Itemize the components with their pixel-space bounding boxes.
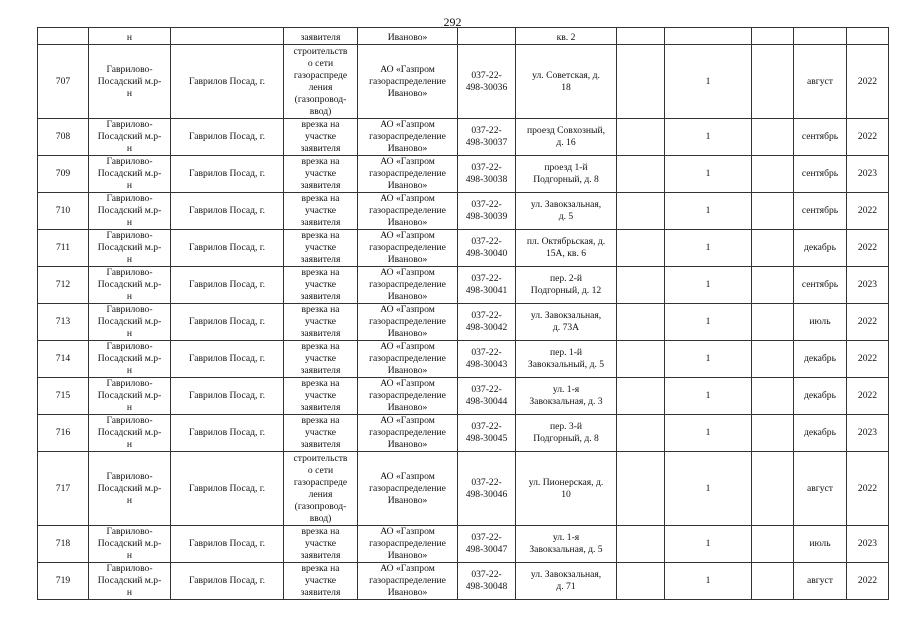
cell-request-code: 037-22- 498-30038 xyxy=(458,156,516,193)
cell-num: 715 xyxy=(38,378,89,415)
cell-num: 709 xyxy=(38,156,89,193)
cell-month: декабрь xyxy=(794,341,847,378)
registry-table xyxy=(37,27,889,600)
cell-year: 2022 xyxy=(847,45,889,119)
registry-table-wrapper xyxy=(37,27,889,600)
cell-district: Гаврилово- Посадский м.р- н xyxy=(89,45,171,119)
cell-settlement: Гаврилов Посад, г. xyxy=(171,230,284,267)
cell-num: 717 xyxy=(38,452,89,526)
cell-empty-8 xyxy=(617,267,665,304)
cell-quantity: 1 xyxy=(665,378,752,415)
cell-month: сентябрь xyxy=(794,193,847,230)
cell-empty-8 xyxy=(617,378,665,415)
cell-year: 2023 xyxy=(847,267,889,304)
table-row xyxy=(38,452,889,526)
cell-num: 718 xyxy=(38,526,89,563)
cell-address: кв. 2 xyxy=(516,28,617,45)
cell-district: Гаврилово- Посадский м.р- н xyxy=(89,415,171,452)
cell-request-code: 037-22- 498-30045 xyxy=(458,415,516,452)
cell-settlement: Гаврилов Посад, г. xyxy=(171,526,284,563)
cell-organization: АО «Газпром газораспределение Иваново» xyxy=(358,415,458,452)
cell-request-code: 037-22- 498-30047 xyxy=(458,526,516,563)
cell-address: ул. Пионерская, д. 10 xyxy=(516,452,617,526)
cell-request-code: 037-22- 498-30039 xyxy=(458,193,516,230)
cell-organization: АО «Газпром газораспределение Иваново» xyxy=(358,452,458,526)
cell-year: 2022 xyxy=(847,378,889,415)
cell-address: пер. 1-й Завокзальный, д. 5 xyxy=(516,341,617,378)
cell-district: Гаврилово- Посадский м.р- н xyxy=(89,193,171,230)
carry-over-row xyxy=(38,28,889,45)
cell-settlement: Гаврилов Посад, г. xyxy=(171,452,284,526)
cell-month: декабрь xyxy=(794,230,847,267)
cell-organization: АО «Газпром газораспределение Иваново» xyxy=(358,45,458,119)
table-row xyxy=(38,304,889,341)
cell-empty-10 xyxy=(752,341,794,378)
cell-settlement: Гаврилов Посад, г. xyxy=(171,45,284,119)
cell-year: 2022 xyxy=(847,304,889,341)
table-row xyxy=(38,341,889,378)
cell-year: 2023 xyxy=(847,156,889,193)
cell-settlement: Гаврилов Посад, г. xyxy=(171,193,284,230)
cell-month: август xyxy=(794,563,847,600)
cell-empty-10 xyxy=(752,267,794,304)
cell-district: Гаврилово- Посадский м.р- н xyxy=(89,156,171,193)
cell-year: 2023 xyxy=(847,415,889,452)
cell-quantity: 1 xyxy=(665,415,752,452)
cell-num: 714 xyxy=(38,341,89,378)
cell-empty-10 xyxy=(752,378,794,415)
cell-empty-10 xyxy=(752,119,794,156)
cell-month xyxy=(794,28,847,45)
cell-num: 713 xyxy=(38,304,89,341)
cell-address: ул. 1-я Завокзальная, д. 3 xyxy=(516,378,617,415)
cell-settlement: Гаврилов Посад, г. xyxy=(171,119,284,156)
cell-work-type: строительств о сети газораспреде ления (газопровод- ввод) xyxy=(284,45,358,119)
cell-empty-10 xyxy=(752,304,794,341)
cell-address: ул. Завокзальная, д. 71 xyxy=(516,563,617,600)
cell-quantity: 1 xyxy=(665,193,752,230)
cell-district: Гаврилово- Посадский м.р- н xyxy=(89,452,171,526)
cell-year xyxy=(847,28,889,45)
table-row xyxy=(38,267,889,304)
cell-district: Гаврилово- Посадский м.р- н xyxy=(89,378,171,415)
cell-work-type: врезка на участке заявителя xyxy=(284,267,358,304)
cell-year: 2022 xyxy=(847,119,889,156)
cell-request-code: 037-22- 498-30040 xyxy=(458,230,516,267)
cell-work-type: врезка на участке заявителя xyxy=(284,563,358,600)
cell-num: 719 xyxy=(38,563,89,600)
cell-month: июль xyxy=(794,304,847,341)
cell-work-type: строительств о сети газораспреде ления (газопровод- ввод) xyxy=(284,452,358,526)
cell-settlement: Гаврилов Посад, г. xyxy=(171,563,284,600)
cell-num: 708 xyxy=(38,119,89,156)
table-row xyxy=(38,193,889,230)
cell-quantity: 1 xyxy=(665,267,752,304)
cell-district: Гаврилово- Посадский м.р- н xyxy=(89,267,171,304)
cell-work-type: врезка на участке заявителя xyxy=(284,304,358,341)
cell-organization: АО «Газпром газораспределение Иваново» xyxy=(358,341,458,378)
cell-num: 716 xyxy=(38,415,89,452)
cell-request-code: 037-22- 498-30048 xyxy=(458,563,516,600)
cell-work-type: врезка на участке заявителя xyxy=(284,415,358,452)
cell-num: 707 xyxy=(38,45,89,119)
cell-address: ул. Советская, д. 18 xyxy=(516,45,617,119)
cell-work-type: врезка на участке заявителя xyxy=(284,230,358,267)
cell-month: август xyxy=(794,45,847,119)
cell-work-type: врезка на участке заявителя xyxy=(284,341,358,378)
cell-request-code: 037-22- 498-30042 xyxy=(458,304,516,341)
table-row xyxy=(38,526,889,563)
cell-empty-8 xyxy=(617,341,665,378)
cell-month: июль xyxy=(794,526,847,563)
cell-address: проезд Совхозный, д. 16 xyxy=(516,119,617,156)
cell-organization: АО «Газпром газораспределение Иваново» xyxy=(358,378,458,415)
cell-organization: АО «Газпром газораспределение Иваново» xyxy=(358,230,458,267)
cell-address: ул. 1-я Завокзальная, д. 5 xyxy=(516,526,617,563)
cell-work-type: заявителя xyxy=(284,28,358,45)
cell-quantity: 1 xyxy=(665,563,752,600)
cell-district: Гаврилово- Посадский м.р- н xyxy=(89,304,171,341)
cell-address: ул. Завокзальная, д. 5 xyxy=(516,193,617,230)
cell-empty-8 xyxy=(617,304,665,341)
cell-year: 2022 xyxy=(847,452,889,526)
cell-settlement: Гаврилов Посад, г. xyxy=(171,341,284,378)
cell-empty-8 xyxy=(617,45,665,119)
cell-work-type: врезка на участке заявителя xyxy=(284,526,358,563)
cell-year: 2022 xyxy=(847,563,889,600)
table-row xyxy=(38,563,889,600)
cell-num: 710 xyxy=(38,193,89,230)
cell-quantity: 1 xyxy=(665,304,752,341)
cell-settlement: Гаврилов Посад, г. xyxy=(171,415,284,452)
cell-request-code: 037-22- 498-30041 xyxy=(458,267,516,304)
cell-settlement: Гаврилов Посад, г. xyxy=(171,267,284,304)
cell-settlement: Гаврилов Посад, г. xyxy=(171,378,284,415)
cell-month: сентябрь xyxy=(794,267,847,304)
cell-request-code: 037-22- 498-30044 xyxy=(458,378,516,415)
cell-quantity: 1 xyxy=(665,45,752,119)
cell-empty-8 xyxy=(617,526,665,563)
cell-month: сентябрь xyxy=(794,119,847,156)
cell-organization: АО «Газпром газораспределение Иваново» xyxy=(358,193,458,230)
cell-organization: АО «Газпром газораспределение Иваново» xyxy=(358,526,458,563)
table-row xyxy=(38,45,889,119)
cell-empty-8 xyxy=(617,156,665,193)
cell-empty-10 xyxy=(752,156,794,193)
cell-organization: АО «Газпром газораспределение Иваново» xyxy=(358,563,458,600)
cell-empty-8 xyxy=(617,28,665,45)
cell-district: Гаврилово- Посадский м.р- н xyxy=(89,119,171,156)
cell-request-code: 037-22- 498-30037 xyxy=(458,119,516,156)
cell-request-code: 037-22- 498-30043 xyxy=(458,341,516,378)
cell-year: 2023 xyxy=(847,526,889,563)
cell-empty-10 xyxy=(752,526,794,563)
cell-month: август xyxy=(794,452,847,526)
cell-month: сентябрь xyxy=(794,156,847,193)
cell-empty-10 xyxy=(752,563,794,600)
cell-empty-8 xyxy=(617,119,665,156)
cell-empty-10 xyxy=(752,230,794,267)
cell-num xyxy=(38,28,89,45)
cell-empty-10 xyxy=(752,193,794,230)
cell-address: проезд 1-й Подгорный, д. 8 xyxy=(516,156,617,193)
cell-empty-10 xyxy=(752,28,794,45)
cell-quantity xyxy=(665,28,752,45)
cell-organization: АО «Газпром газораспределение Иваново» xyxy=(358,304,458,341)
cell-year: 2022 xyxy=(847,193,889,230)
table-row xyxy=(38,415,889,452)
cell-organization: АО «Газпром газораспределение Иваново» xyxy=(358,267,458,304)
table-row xyxy=(38,378,889,415)
cell-organization: АО «Газпром газораспределение Иваново» xyxy=(358,156,458,193)
cell-work-type: врезка на участке заявителя xyxy=(284,156,358,193)
cell-empty-10 xyxy=(752,415,794,452)
cell-quantity: 1 xyxy=(665,119,752,156)
cell-district: н xyxy=(89,28,171,45)
cell-request-code: 037-22- 498-30046 xyxy=(458,452,516,526)
cell-work-type: врезка на участке заявителя xyxy=(284,119,358,156)
cell-num: 711 xyxy=(38,230,89,267)
cell-district: Гаврилово- Посадский м.р- н xyxy=(89,341,171,378)
cell-num: 712 xyxy=(38,267,89,304)
cell-request-code: 037-22- 498-30036 xyxy=(458,45,516,119)
cell-address: пер. 3-й Подгорный, д. 8 xyxy=(516,415,617,452)
cell-district: Гаврилово- Посадский м.р- н xyxy=(89,526,171,563)
cell-empty-8 xyxy=(617,452,665,526)
cell-year: 2022 xyxy=(847,230,889,267)
table-body xyxy=(38,28,889,600)
cell-settlement: Гаврилов Посад, г. xyxy=(171,156,284,193)
page-number: 292 xyxy=(443,15,462,29)
cell-empty-8 xyxy=(617,563,665,600)
cell-month: декабрь xyxy=(794,378,847,415)
cell-address: ул. Завокзальная, д. 73А xyxy=(516,304,617,341)
cell-request-code xyxy=(458,28,516,45)
cell-empty-10 xyxy=(752,45,794,119)
table-row xyxy=(38,230,889,267)
cell-quantity: 1 xyxy=(665,156,752,193)
cell-district: Гаврилово- Посадский м.р- н xyxy=(89,230,171,267)
cell-quantity: 1 xyxy=(665,526,752,563)
table-row xyxy=(38,119,889,156)
cell-year: 2022 xyxy=(847,341,889,378)
cell-organization: Иваново» xyxy=(358,28,458,45)
cell-district: Гаврилово- Посадский м.р- н xyxy=(89,563,171,600)
cell-empty-8 xyxy=(617,193,665,230)
table-row xyxy=(38,156,889,193)
cell-organization: АО «Газпром газораспределение Иваново» xyxy=(358,119,458,156)
cell-month: декабрь xyxy=(794,415,847,452)
cell-quantity: 1 xyxy=(665,341,752,378)
cell-quantity: 1 xyxy=(665,452,752,526)
cell-settlement: Гаврилов Посад, г. xyxy=(171,304,284,341)
cell-settlement xyxy=(171,28,284,45)
cell-address: пл. Октябрьская, д. 15А, кв. 6 xyxy=(516,230,617,267)
cell-quantity: 1 xyxy=(665,230,752,267)
cell-empty-8 xyxy=(617,415,665,452)
cell-empty-10 xyxy=(752,452,794,526)
cell-address: пер. 2-й Подгорный, д. 12 xyxy=(516,267,617,304)
cell-empty-8 xyxy=(617,230,665,267)
cell-work-type: врезка на участке заявителя xyxy=(284,193,358,230)
cell-work-type: врезка на участке заявителя xyxy=(284,378,358,415)
